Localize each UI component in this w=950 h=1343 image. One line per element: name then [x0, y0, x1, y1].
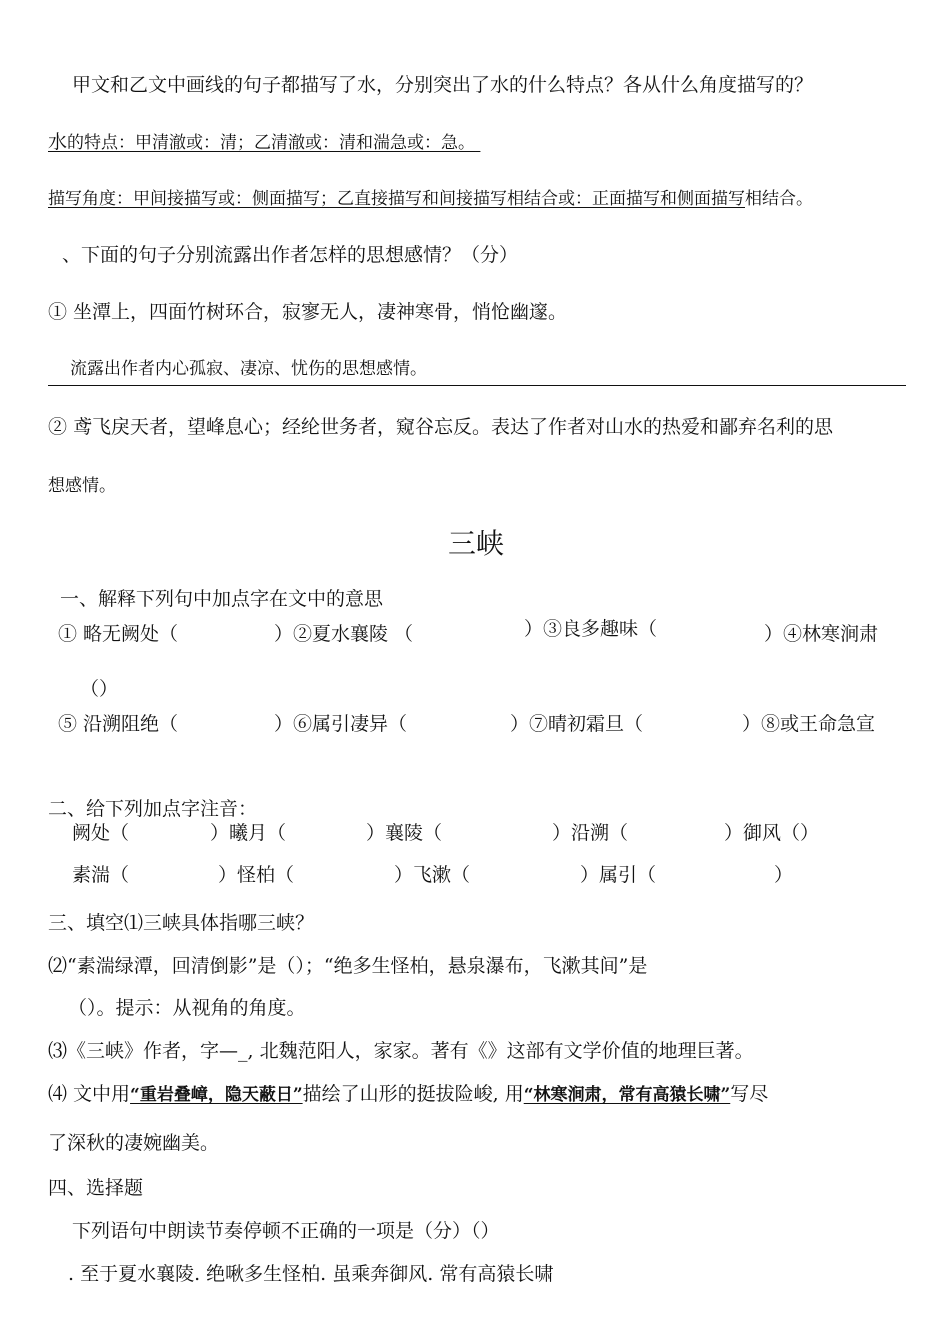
pinyin-item-2: ）曦月（ — [210, 822, 287, 844]
angle-underlined: 描写角度：甲间接描写或：侧面描写；乙直接描写和间接描写相结合或：正面描写和侧面描写 — [48, 189, 745, 209]
part1-item-3: ）③良多趣味（ — [524, 618, 658, 640]
pinyin-item-8: ）飞漱（ — [394, 864, 471, 886]
pinyin-item-10: ） — [774, 864, 794, 886]
sentence-2-line1: ② 鸢飞戾天者，望峰息心；经纶世务者，窥谷忘反。表达了作者对山水的热爱和鄙弃名利的思 — [48, 416, 834, 438]
part3-q2-line1: ⑵“素湍绿潭，回清倒影”是（）；“绝多生怪柏，悬泉瀑布，飞漱其间”是 — [48, 955, 648, 977]
part1-item-6: ）⑥属引凄异（ — [274, 713, 408, 735]
water-feature-text: 的特点：甲清澈或：清；乙清澈或：清和湍急或：急。 — [67, 133, 476, 153]
part4-heading: 四、选择题 — [48, 1177, 144, 1199]
sentence-1: ① 坐潭上，四面竹树环合，寂寥无人，凄神寒骨，悄怆幽邃。 — [48, 301, 568, 323]
part1-item-5: ⑤ 沿溯阻绝（ — [58, 713, 179, 735]
part1-heading: 一、解释下列句中加点字在文中的意思 — [60, 588, 384, 610]
pinyin-item-6: 素湍（ — [72, 864, 130, 886]
pinyin-item-1: 阙处（ — [72, 822, 130, 844]
section-title: 三峡 — [448, 527, 505, 560]
angle-tail: 相结合。 — [745, 189, 813, 209]
q4-suffix: 写尽 — [730, 1083, 769, 1105]
part3-q2-line2: （）。提示：从视角的角度。 — [68, 997, 306, 1019]
part1-item-8: ）⑧或王命急宣 — [742, 713, 876, 735]
question-water: 甲文和乙文中画线的句子都描写了水，分别突出了水的什么特点？各从什么角度描写的？ — [72, 74, 814, 96]
pinyin-item-7: ）怪柏（ — [218, 864, 295, 886]
part3-q3: ⑶《三峡》作者，字—_, 北魏范阳人，家家。著有《》这部有文学价值的地理巨著。 — [48, 1040, 754, 1062]
part1-item-2: ）②夏水襄陵 （ — [274, 623, 414, 645]
pinyin-item-3: ）襄陵（ — [366, 822, 443, 844]
q4-prefix: ⑷ 文中用 — [48, 1083, 131, 1105]
sentence-1-answer: 流露出作者内心孤寂、凄凉、忧伤的思想感情。 — [70, 359, 427, 379]
answer-divider — [48, 385, 906, 386]
question-feelings: 、下面的句子分别流露出作者怎样的思想感情？（分） — [62, 244, 519, 266]
q4-middle: 描绘了山形的挺拔险峻, 用 — [302, 1083, 524, 1105]
water-feature-answer — [48, 129, 480, 156]
pinyin-item-9: ）属引（ — [580, 864, 657, 886]
q4-quote-2: “林寒涧肃，常有高猿长啸” — [523, 1085, 731, 1105]
sentence-2-line2: 想感情。 — [48, 476, 116, 496]
angle-answer — [48, 186, 813, 212]
part4-question: 下列语句中朗读节奏停顿不正确的一项是（分）（） — [72, 1220, 500, 1242]
part2-heading: 二、给下列加点字注音： — [48, 798, 258, 820]
part3-q4 — [48, 1081, 768, 1108]
part3-q4-line2: 了深秋的凄婉幽美。 — [48, 1132, 220, 1154]
part3-heading: 三、填空⑴三峡具体指哪三峡？ — [48, 912, 315, 934]
pinyin-item-4: ）沿溯（ — [552, 822, 629, 844]
part4-options: . 至于夏水襄陵. 绝啾多生怪柏. 虽乘奔御风. 常有高猿长啸 — [68, 1263, 554, 1285]
part1-item-7: ）⑦晴初霜旦（ — [510, 713, 644, 735]
part1-item-4-blank: （） — [80, 678, 119, 700]
q4-quote-1: “重岩叠嶂，隐天蔽日” — [130, 1085, 303, 1105]
water-prefix: 水 — [48, 131, 68, 153]
pinyin-item-5: ）御风（） — [724, 822, 820, 844]
part1-item-1: ① 略无阙处（ — [58, 623, 179, 645]
part1-item-4: ）④林寒涧肃 — [764, 623, 879, 645]
